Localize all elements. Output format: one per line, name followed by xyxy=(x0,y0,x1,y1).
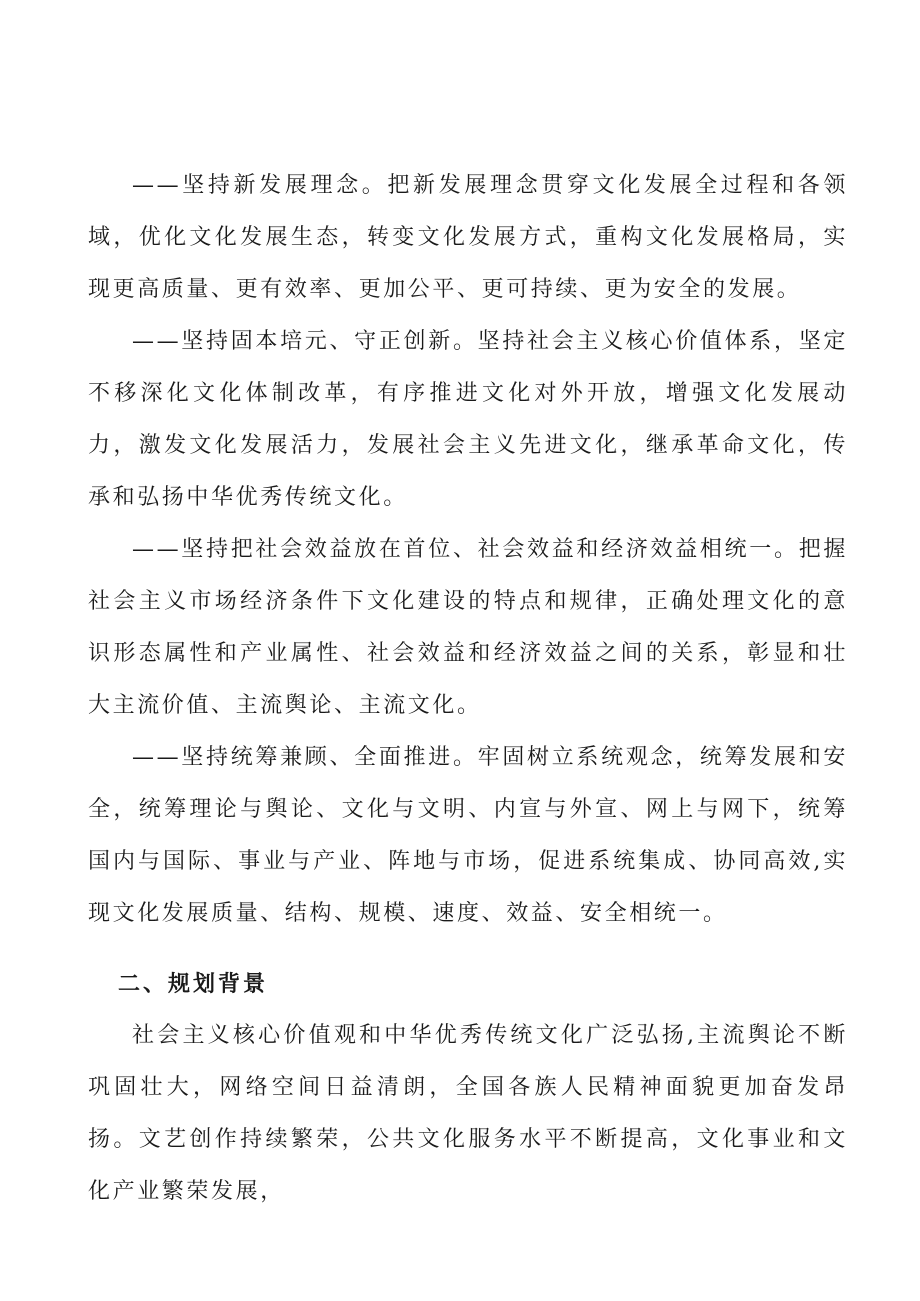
principle-paragraph-social-benefit: ——坚持把社会效益放在首位、社会效益和经济效益相统一。把握社会主义市场经济条件下文化建设的特点和规律，正确处理文化的意识形态属性和产业属性、社会效益和经济效益之间的关系，彰显和壮大主流价值、主流舆论、主流文化。 xyxy=(88,537,848,718)
principle-paragraph-overall-planning: ——坚持统筹兼顾、全面推进。牢固树立系统观念，统筹发展和安全，统筹理论与舆论、文化与文明、内宣与外宣、网上与网下，统筹国内与国际、事业与产业、阵地与市场，促进系统集成、协同高效,实现文化发展质量、结构、规模、速度、效益、安全相统一。 xyxy=(88,745,848,926)
principle-paragraph-new-development: ——坚持新发展理念。把新发展理念贯穿文化发展全过程和各领域，优化文化发展生态，转变文化发展方式，重构文化发展格局，实现更高质量、更有效率、更加公平、更可持续、更为安全的发展。 xyxy=(88,173,848,302)
section-heading-background: 二、规划背景 xyxy=(118,971,269,997)
principle-paragraph-innovation: ——坚持固本培元、守正创新。坚持社会主义核心价值体系，坚定不移深化文化体制改革，有序推进文化对外开放，增强文化发展动力，激发文化发展活力，发展社会主义先进文化，继承革命文化，传承和弘扬中华优秀传统文化。 xyxy=(88,329,848,510)
background-paragraph: 社会主义核心价值观和中华优秀传统文化广泛弘扬,主流舆论不断巩固壮大，网络空间日益清朗，全国各族人民精神面貌更加奋发昂扬。文艺创作持续繁荣，公共文化服务水平不断提高，文化事业和文化产业繁荣发展， xyxy=(88,1023,848,1204)
